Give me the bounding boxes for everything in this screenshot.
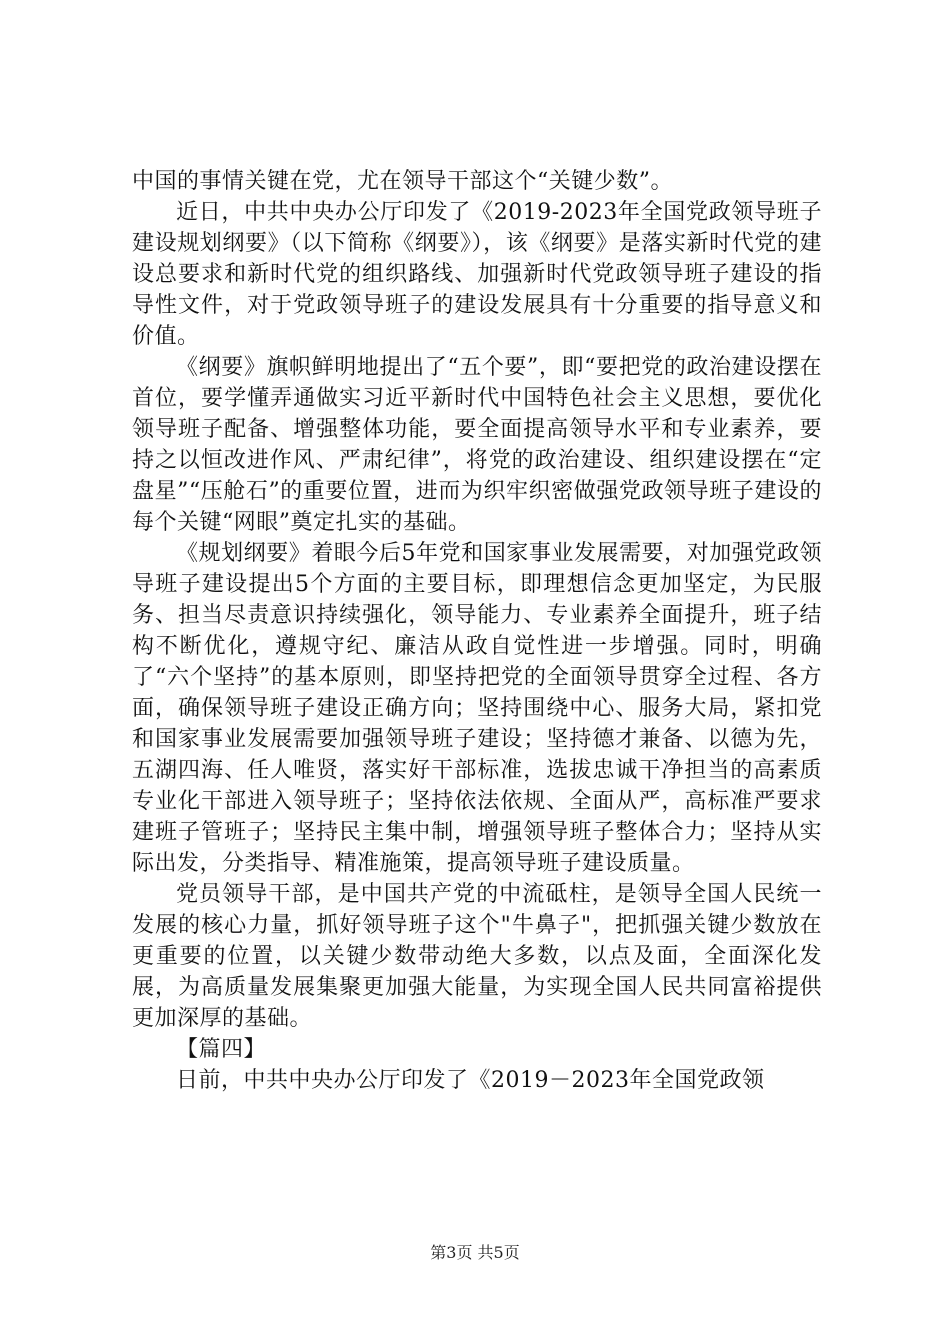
paragraph-3: 《纲要》旗帜鲜明地提出了“五个要”，即“要把党的政治建设摆在首位，要学懂弄通做实习近平新时代中国特色社会主义思想，要优化领导班子配备、增强整体功能，要全面提高领导水平和专业素养，要持之以恒改进作风、严肃纪律”，将党的政治建设、组织建设摆在“定盘星”“压舱石”的重要位置，进而为织牢织密做强党政领导班子建设的每个关键“网眼”奠定扎实的基础。 [132, 355, 822, 535]
paragraph-1: 中国的事情关键在党，尤在领导干部这个“关键少数”。 [132, 169, 673, 194]
page-number-footer: 第3页 共5页 [430, 1243, 520, 1262]
paragraph-6: 日前，中共中央办公厅印发了《2019－2023年全国党政领 [176, 1068, 765, 1093]
paragraph-5: 党员领导干部，是中国共产党的中流砥柱，是领导全国人民统一发展的核心力量，抓好领导班子这个"牛鼻子"，把抓强关键少数放在更重要的位置，以关键少数带动绝大多数，以点及面，全面深化发展，为高质量发展集聚更加强大能量，为实现全国人民共同富裕提供更加深厚的基础。 [132, 882, 822, 1031]
section-heading-part-four: 【篇四】 [176, 1037, 267, 1062]
paragraph-2: 近日，中共中央办公厅印发了《2019-2023年全国党政领导班子建设规划纲要》（以下简称《纲要》），该《纲要》是落实新时代党的建设总要求和新时代党的组织路线、加强新时代党政领导班子建设的指导性文件，对于党政领导班子的建设发展具有十分重要的指导意义和价值。 [132, 200, 822, 349]
document-body [132, 166, 822, 1096]
paragraph-4: 《规划纲要》着眼今后5年党和国家事业发展需要，对加强党政领导班子建设提出5个方面的主要目标，即理想信念更加坚定，为民服务、担当尽责意识持续强化，领导能力、专业素养全面提升，班子结构不断优化，遵规守纪、廉洁从政自觉性进一步增强。同时，明确了“六个坚持”的基本原则，即坚持把党的全面领导贯穿全过程、各方面，确保领导班子建设正确方向；坚持围绕中心、服务大局，紧扣党和国家事业发展需要加强领导班子建设；坚持德才兼备、以德为先，五湖四海、任人唯贤，落实好干部标准，选拔忠诚干净担当的高素质专业化干部进入领导班子；坚持依法依规、全面从严，高标准严要求建班子管班子；坚持民主集中制，增强领导班子整体合力；坚持从实际出发，分类指导、精准施策，提高领导班子建设质量。 [132, 541, 822, 876]
